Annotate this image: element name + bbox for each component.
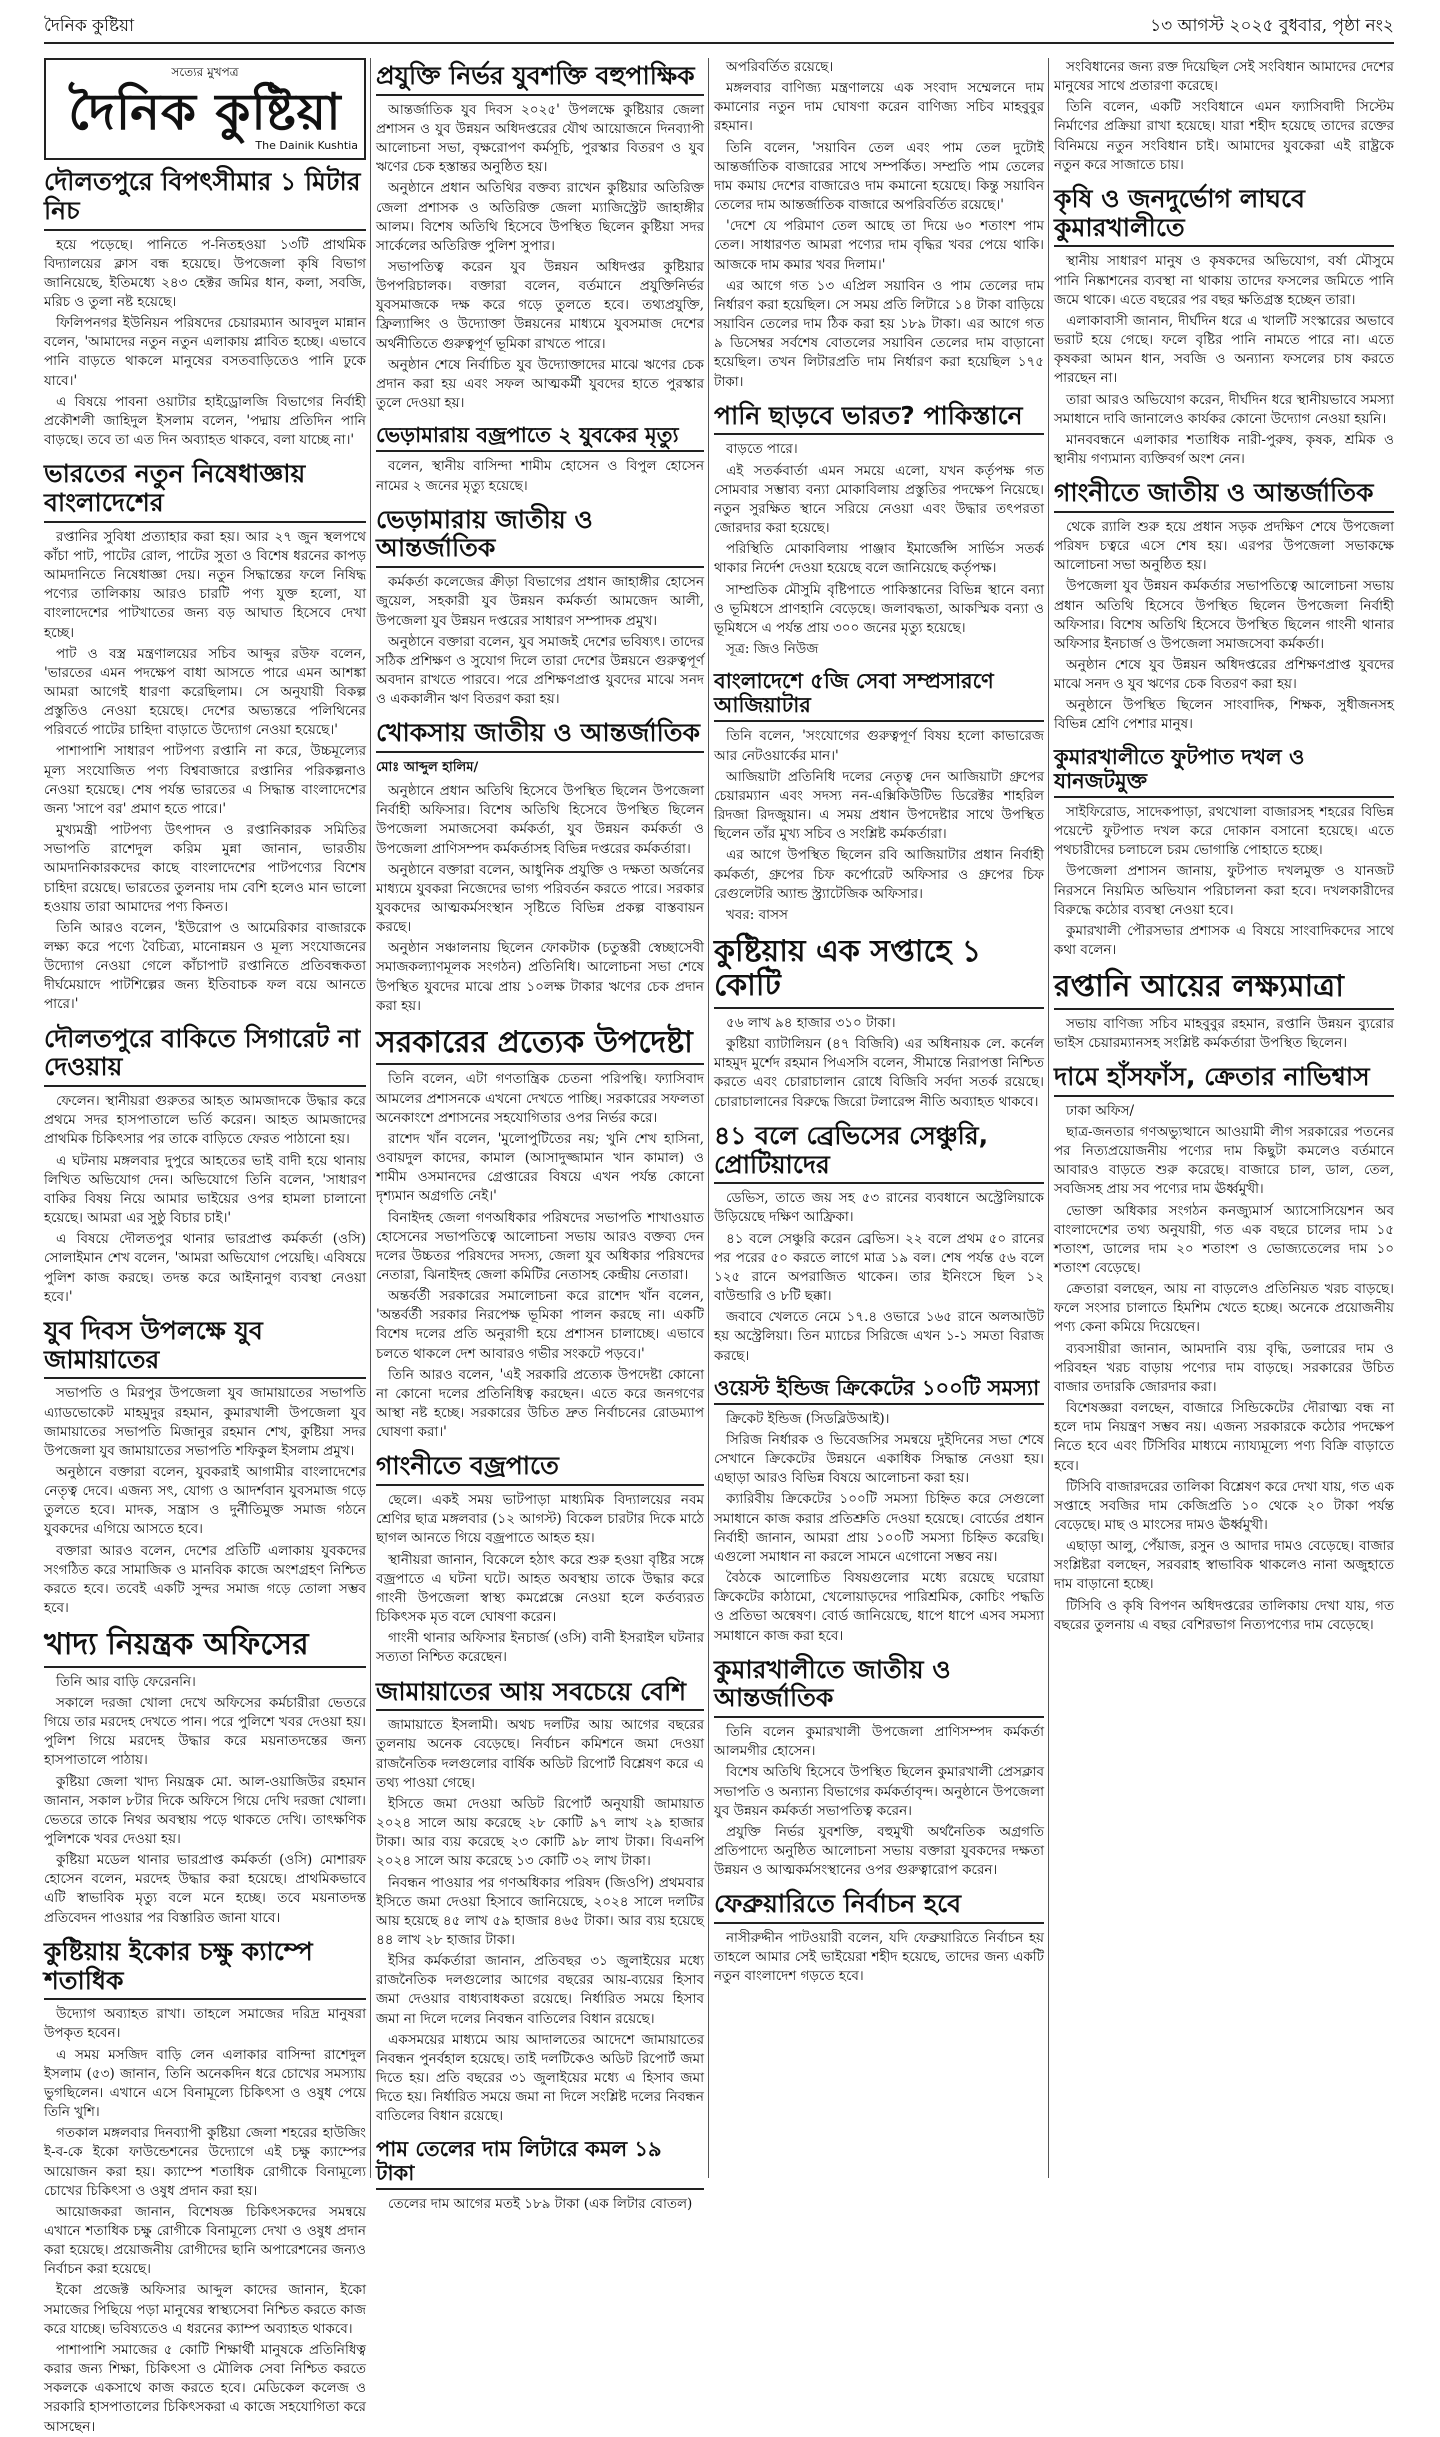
story-paragraph: অনুষ্ঠান শেষে নির্বাচিত যুব উদ্যোক্তাদের মাঝে ঋণের চেক প্রদান করা হয় এবং সফল আত্মকর্মী যুবদের হাতে পুরস্কার তুলে দেওয়া হয়। bbox=[376, 356, 704, 412]
logo-tagline: সত্যের মুখপত্র bbox=[171, 65, 239, 79]
story-paragraph: তিনি বলেন কুমারখালী উপজেলা প্রাণিসম্পদ কর্মকর্তা আলমগীর হোসেন। bbox=[714, 1724, 1044, 1760]
story-paragraph: পাট ও বস্ত্র মন্ত্রণালয়ের সচিব আব্দুর রউফ বলেন, 'ভারতের এমন পদক্ষেপ বাধা আসতে পারে এমন আশঙ্কা আমরা আগেই ধারণা করেছিলাম। সে অনুযায়ী বিকল্প প্রস্তুতিও নেওয়া হয়েছে। দেশের অভ্যন্তরে পলিথিনের পরিবর্তে পাটের চাহিদা বাড়াতে উদ্যোগ নেওয়া হয়েছে।' bbox=[44, 645, 366, 739]
story-body bbox=[714, 440, 1044, 659]
story-paragraph: উপজেলা প্রশাসন জানায়, ফুটপাত দখলমুক্ত ও যানজট নিরসনে নিয়মিত অভিযান পরিচালনা করা হবে। দখলকারীদের বিরুদ্ধে কঠোর ব্যবস্থা নেওয়া হবে। bbox=[1054, 863, 1394, 918]
news-story bbox=[376, 62, 704, 413]
story-paragraph: এছাড়া আলু, পেঁয়াজ, রসুন ও আদার দামও বেড়েছে। বাজার সংশ্লিষ্টরা বলছেন, সরবরাহ স্বাভাবিক থাকলেও নানা অজুহাতে দাম বাড়ানো হচ্ছে। bbox=[1054, 1538, 1394, 1593]
story-paragraph: সভায় বাণিজ্য সচিব মাহবুবুর রহমান, রপ্তানি উন্নয়ন ব্যুরোর ভাইস চেয়ারম্যানসহ সংশ্লিষ্ট কর্মকর্তারা উপস্থিত ছিলেন। bbox=[1054, 1015, 1394, 1051]
news-story bbox=[714, 1656, 1044, 1881]
column-1 bbox=[44, 58, 366, 2435]
story-paragraph: ইসির কর্মকর্তারা জানান, প্রতিবছর ৩১ জুলাইয়ের মধ্যে রাজনৈতিক দলগুলোর আগের বছরের আয়-ব্যয়ের হিসাব জমা দেওয়ার বাধ্যবাধকতা রয়েছে। নির্ধারিত সময়ে হিসাব জমা না দিলে দলের নিবন্ধন বাতিলের বিধান রয়েছে। bbox=[376, 1953, 704, 2027]
story-headline[interactable]: পাম তেলের দাম লিটারে কমল ১৯ টাকা bbox=[376, 2137, 704, 2190]
story-paragraph: অনুষ্ঠানে বক্তারা বলেন, আধুনিক প্রযুক্তি ও দক্ষতা অর্জনের মাধ্যমে যুবকরা নিজেদের ভাগ্য পরিবর্তন করতে পারে। সরকার যুবকদের আত্মকর্মসংস্থান সৃষ্টিতে বিভিন্ন প্রকল্প বাস্তবায়ন করছে। bbox=[376, 861, 704, 936]
story-headline[interactable]: দৌলতপুরে বিপৎসীমার ১ মিটার নিচ bbox=[44, 168, 366, 231]
story-paragraph: রাশেদ খাঁন বলেন, 'মুলোপুটিতের নয়; খুনি শেখ হাসিনা, ওবায়দুল কাদের, কামাল (আসাদুজ্জামান খান কামাল) ও শামীম ওসমানদের গ্রেপ্তারের বিষয়ে এখন পর্যন্ত কোনো দৃশ্যমান অগ্রগতি নেই।' bbox=[376, 1130, 704, 1205]
story-paragraph: রপ্তানির সুবিধা প্রত্যাহার করা হয়। আর ২৭ জুন স্থলপথে কাঁচা পাট, পাটের রোল, পাটের সুতা ও বিশেষ ধরনের কাপড় আমদানিতে নিষেধাজ্ঞা দেয়। নতুন সিদ্ধান্তের ফলে নিষিদ্ধ পণ্যের তালিকায় আরও চারটি পণ্য যুক্ত হলো, যা বাংলাদেশের পাটখাতের জন্য বড় আঘাত হিসেবে দেখা হচ্ছে। bbox=[44, 528, 366, 641]
story-body bbox=[1054, 252, 1394, 469]
story-paragraph: বৈঠকে আলোচিত বিষয়গুলোর মধ্যে রয়েছে ঘরোয়া ক্রিকেটের কাঠামো, খেলোয়াড়দের পারিশ্রমিক, কোচিং পদ্ধতি ও প্রতিভা অন্বেষণ। বোর্ড জানিয়েছে, ধাপে ধাপে এসব সমস্যা সমাধানে কাজ করা হবে। bbox=[714, 1570, 1044, 1644]
story-paragraph: আজিয়াটা প্রতিনিধি দলের নেতৃত্ব দেন আজিয়াটা গ্রুপের চেয়ারম্যান এবং সদস্য নন-এক্সিকিউটিভ ডিরেক্টর শাহরিল রিদজা রিদজুয়ান। এ সময় প্রধান উপদেষ্টার সাথে উপস্থিত ছিলেন তাঁর মুখ্য সচিব ও সংশ্লিষ্ট কর্মকর্তারা। bbox=[714, 768, 1044, 843]
story-paragraph: অনুষ্ঠানে উপস্থিত ছিলেন সাংবাদিক, শিক্ষক, সুধীজনসহ বিভিন্ন শ্রেণি পেশার মানুষ। bbox=[1054, 697, 1394, 733]
news-story bbox=[714, 1890, 1044, 1986]
story-headline[interactable]: খাদ্য নিয়ন্ত্রক অফিসের bbox=[44, 1628, 366, 1668]
news-story bbox=[44, 1628, 366, 1928]
story-paragraph: এ বিষয়ে পাবনা ওয়াটার হাইড্রোলজি বিভাগের নির্বাহী প্রকৌশলী জাহিদুল ইসলাম বলেন, 'পদ্মায় প্রতিদিন পানি বাড়ছে। তবে তা এত দিন অব্যাহত থাকবে, বলা যাচ্ছে না।' bbox=[44, 393, 366, 449]
story-paragraph: একসময়ের মাধ্যমে আয় আদালতের আদেশে জামায়াতের নিবন্ধন পুনর্বহাল হয়েছে। তাই দলটিকেও অডিট রিপোর্ট জমা দিতে হয়। প্রতি বছরের ৩১ জুলাইয়ের মধ্যে এ হিসাব জমা দিতে হয়। নির্ধারিত সময়ে জমা না দিলে সংশ্লিষ্ট দলের নিবন্ধন বাতিলের বিধান রয়েছে। bbox=[376, 2031, 704, 2125]
story-body bbox=[714, 1723, 1044, 1880]
story-headline[interactable]: কুষ্টিয়ায় এক সপ্তাহে ১ কোটি bbox=[714, 935, 1044, 1009]
news-story bbox=[44, 1025, 366, 1307]
story-headline[interactable]: কুষ্টিয়ায় ইকোর চক্ষু ক্যাম্পে শতাধিক bbox=[44, 1938, 366, 2001]
story-headline[interactable]: ভেড়ামারায় জাতীয় ও আন্তর্জাতিক bbox=[376, 506, 704, 569]
column-1-stories bbox=[44, 168, 366, 2437]
story-paragraph: আয়োজকরা জানান, বিশেষজ্ঞ চিকিৎসকদের সমন্বয়ে এখানে শতাধিক চক্ষু রোগীকে বিনামূল্যে দেখা ও ওষুধ প্রদান করা হয়েছে। প্রয়োজনীয় রোগীদের ছানি অপারেশনের জন্যও নির্বাচন করা হয়েছে। bbox=[44, 2203, 366, 2278]
news-story bbox=[376, 423, 704, 495]
page-header bbox=[44, 12, 1394, 44]
story-body bbox=[714, 727, 1044, 925]
story-body bbox=[44, 528, 366, 1015]
news-story bbox=[714, 935, 1044, 1112]
logo-english-name: The Dainik Kushtia bbox=[255, 139, 358, 152]
story-paragraph: আন্তর্জাতিক যুব দিবস ২০২৫' উপলক্ষে কুষ্টিয়ার জেলা প্রশাসন ও যুব উন্নয়ন অধিদপ্তরের যৌথ আয়োজনে দিনব্যাপী আলোচনা সভা, বৃক্ষরোপণ কর্মসূচি, পুরস্কার বিতরণ ও যুব ঋণের চেক হস্তান্তর অনুষ্ঠিত হয়। bbox=[376, 101, 704, 176]
story-paragraph: সংবিধানের জন্য রক্ত দিয়েছিল সেই সংবিধান আমাদের দেশের মানুষের সাথে প্রতারণা করেছে। bbox=[1054, 59, 1394, 95]
news-story bbox=[376, 719, 704, 1016]
column-2 bbox=[376, 58, 704, 2212]
story-paragraph: উদ্যোগ অব্যাহত রাখা। তাহলে সমাজের দরিদ্র মানুষরা উপকৃত হবেন। bbox=[44, 2006, 366, 2042]
story-paragraph: গতকাল মঙ্গলবার দিনব্যাপী কুষ্টিয়া জেলা শহরের হাউজিং ই-ব-কে ইকো ফাউন্ডেশনের উদ্যোগে এই চক্ষু ক্যাম্পের আয়োজন করা হয়। ক্যাম্পে শতাধিক রোগীকে বিনামূল্যে চোখের চিকিৎসা ও ওষুধ প্রদান করা হয়। bbox=[44, 2125, 366, 2199]
story-paragraph: অনুষ্ঠানে প্রধান অতিথির বক্তব্য রাখেন কুষ্টিয়ার অতিরিক্ত জেলা প্রশাসক ও অতিরিক্ত জেলা ম্যাজিস্ট্রেট জাহাঙ্গীর আলম। বিশেষ অতিথি হিসেবে উপস্থিত ছিলেন কুষ্টিয়া সদর সার্কেলের অতিরিক্ত পুলিশ সুপার। bbox=[376, 180, 704, 254]
story-body bbox=[376, 1716, 704, 2126]
story-paragraph: পাশাপাশি সমাজের ৫ কোটি শিক্ষার্থী মানুষকে প্রতিনিধিত্ব করার জন্য শিক্ষা, চিকিৎসা ও মৌলিক সেবা নিশ্চিত করতে সকলকে একসাথে কাজ করতে হবে। মেডিকেল কলেজ ও সরকারি হাসপাতালের চিকিৎসকরা এ কাজে সহযোগিতা করে আসছেন। bbox=[44, 2341, 366, 2435]
story-paragraph: অপরিবর্তিত রয়েছে। bbox=[726, 59, 834, 75]
story-paragraph: জামায়াতে ইসলামী। অথচ দলটির আয় আগের বছরের তুলনায় অনেক বেড়েছে। নির্বাচন কমিশনে জমা দেওয়া রাজনৈতিক দলগুলোর বার্ষিক অডিট রিপোর্ট বিশ্লেষণ করে এ তথ্য পাওয়া গেছে। bbox=[376, 1717, 704, 1791]
news-story bbox=[1054, 1063, 1394, 1635]
story-body bbox=[376, 573, 704, 709]
story-headline[interactable]: জামায়াতের আয় সবচেয়ে বেশি bbox=[376, 1678, 704, 1712]
story-paragraph: টিসিবি ও কৃষি বিপণন অধিদপ্তরের তালিকায় দেখা যায়, গত বছরের তুলনায় এ বছর বেশিরভাগ নিত্যপণ্যের দাম বেড়েছে। bbox=[1054, 1597, 1394, 1633]
story-paragraph: বিনাইদহ জেলা গণঅধিকার পরিষদের সভাপতি শাখাওয়াত হোসেনের সভাপতিত্বে আলোচনা সভায় আরও বক্তব্য দেন দলের উচ্চতর পরিষদের সদস্য, জেলা যুব অধিকার পরিষদের নেতারা, ঝিনাইদহ জেলা কমিটির নেতাসহ কেন্দ্রীয় নেতারা। bbox=[376, 1209, 704, 1283]
story-headline[interactable]: ভারতের নতুন নিষেধাজ্ঞায় বাংলাদেশের bbox=[44, 460, 366, 523]
story-body bbox=[44, 236, 366, 451]
news-story bbox=[714, 1122, 1044, 1366]
story-paragraph: সভাপতি ও মিরপুর উপজেলা যুব জামায়াতের সভাপতি এ্যাডভোকেট মাহমুদুর রহমান, কুমারখালী উপজেলা যুব জামায়াতের সভাপতি মিজানুর রহমান শেখ, কুষ্টিয়া সদর উপজেলা যুব জামায়াতের সভাপতি শফিকুল ইসলাম প্রমুখ। bbox=[44, 1385, 366, 1459]
story-body bbox=[714, 58, 1044, 392]
story-body bbox=[376, 457, 704, 495]
story-paragraph: অনুষ্ঠানে প্রধান অতিথি হিসেবে উপস্থিত ছিলেন উপজেলা নির্বাহী অফিসার। বিশেষ অতিথি হিসেবে উপস্থিত ছিলেন উপজেলা সমাজসেবা কর্মকর্তা, যুব উন্নয়ন কর্মকর্তা ও উপজেলা প্রাণিসম্পদ কর্মকর্তাসহ বিভিন্ন দপ্তরের কর্মকর্তারা। bbox=[376, 783, 704, 857]
story-paragraph: বক্তারা আরও বলেন, দেশের প্রতিটি এলাকায় যুবকদের সংগঠিত করে সামাজিক ও মানবিক কাজে অংশগ্রহণ নিশ্চিত করতে হবে। তবেই একটি সুন্দর সমাজ গড়ে তোলা সম্ভব হবে। bbox=[44, 1542, 366, 1617]
story-headline[interactable]: খোকসায় জাতীয় ও আন্তর্জাতিক bbox=[376, 719, 704, 753]
story-body bbox=[44, 1673, 366, 1928]
story-paragraph: প্রযুক্তি নির্ভর যুবশক্তি, বহুমুখী অর্থনৈতিক অগ্রগতি প্রতিপাদ্যে অনুষ্ঠিত আলোচনা সভায় বক্তারা যুবকদের দক্ষতা উন্নয়ন ও আত্মকর্মসংস্থানের ওপর গুরুত্বারোপ করেন। bbox=[714, 1823, 1044, 1879]
story-paragraph: ঢাকা অফিস/ bbox=[1066, 1102, 1135, 1119]
story-paragraph: ইসিতে জমা দেওয়া অডিট রিপোর্ট অনুযায়ী জামায়াত ২০২৪ সালে আয় করেছে ২৮ কোটি ৯৭ লাখ ২৯ হাজার টাকা। আর ব্যয় করেছে ২৩ কোটি ৯৮ লাখ টাকা। বিএনপি ২০২৪ সালে আয় করেছে ১৩ কোটি ৩২ লাখ টাকা। bbox=[376, 1795, 704, 1870]
story-headline[interactable]: দৌলতপুরে বাকিতে সিগারেট না দেওয়ায় bbox=[44, 1025, 366, 1088]
news-story bbox=[44, 460, 366, 1014]
story-body bbox=[714, 1189, 1044, 1365]
story-paragraph: তিনি বলেন, এটা গণতান্ত্রিক চেতনা পরিপন্থি। ফ্যাসিবাদ আমলের প্রশাসনকে এখনো দেখতে পাচ্ছি। সরকারের সফলতা অনেকাংশে প্রশাসনের সহযোগিতার ওপর নির্ভর করে। bbox=[376, 1071, 704, 1126]
story-paragraph: সাইফিরোড, সাদেকপাড়া, রথখোলা বাজারসহ শহরের বিভিন্ন পয়েন্টে ফুটপাত দখল করে দোকান বসানো হয়েছে। এতে পথচারীদের চলাচলে চরম ভোগান্তি পোহাতে হচ্ছে। bbox=[1054, 803, 1394, 859]
news-story bbox=[1054, 185, 1394, 469]
story-paragraph: ক্যারিবীয় ক্রিকেটের ১০০টি সমস্যা চিহ্নিত করে সেগুলো সমাধানে কাজ করার প্রতিশ্রুতি দেওয়া হয়েছে। বোর্ডের প্রধান নির্বাহী জানান, আমরা প্রায় ১০০টি সমস্যা চিহ্নিত করেছি। এগুলো সমাধান না করলে সামনে এগোনো সম্ভব নয়। bbox=[714, 1491, 1044, 1565]
story-body bbox=[1054, 518, 1394, 735]
news-story bbox=[1054, 745, 1394, 961]
story-body bbox=[376, 1491, 704, 1667]
story-body bbox=[44, 1384, 366, 1618]
column-4-stories bbox=[1054, 58, 1394, 1635]
news-story bbox=[376, 1452, 704, 1667]
story-paragraph: তিনি বলেন, 'সয়াবিন তেল এবং পাম তেল দুটোই আন্তর্জাতিক বাজারের সাথে সম্পর্কিত। সম্প্রতি পাম তেলের দাম কমায় দেশের বাজারেও দাম কমানো হয়েছে। কিন্তু সয়াবিন তেলের দাম আন্তর্জাতিক বাজারে অপরিবর্তিত রয়েছে।' bbox=[714, 139, 1044, 214]
story-paragraph: নিবন্ধন পাওয়ার পর গণঅধিকার পরিষদ (জিওপি) প্রথমবার ইসিতে জমা দেওয়া হিসাবে জানিয়েছে, ২০২৪ সালে দলটির আয় হয়েছে ৪৫ লাখ ৫৯ হাজার ৪৬৫ টাকা। আর ব্যয় হয়েছে ৪৪ লাখ ২৮ হাজার টাকা। bbox=[376, 1874, 704, 1949]
story-paragraph: ছাত্র-জনতার গণঅভ্যুত্থানে আওয়ামী লীগ সরকারের পতনের পর নিত্যপ্রয়োজনীয় পণ্যের দাম কিছুটা কমলেও বর্তমানে আবারও বাড়তে শুরু করেছে। বাজারে চাল, ডাল, তেল, সবজিসহ প্রায় সব পণ্যের দাম ঊর্ধ্বমুখী। bbox=[1054, 1123, 1394, 1198]
story-paragraph: ভোক্তা অধিকার সংগঠন কনজ্যুমার্স অ্যাসোসিয়েশন অব বাংলাদেশের তথ্য অনুযায়ী, গত এক বছরে চালের দাম ১৫ শতাংশ, ডালের দাম ২০ শতাংশ ও ভোজ্যতেলের দাম ১০ শতাংশ বেড়েছে। bbox=[1054, 1202, 1394, 1276]
story-paragraph: জবাবে খেলতে নেমে ১৭.৪ ওভারে ১৬৫ রানে অলআউট হয় অস্ট্রেলিয়া। তিন ম্যাচের সিরিজে এখন ১-১ সমতা বিরাজ করছে। bbox=[714, 1309, 1044, 1364]
story-paragraph: স্থানীয়রা জানান, বিকেলে হঠাৎ করে শুরু হওয়া বৃষ্টির সঙ্গে বজ্রপাতে এ ঘটনা ঘটে। আহত অবস্থায় তাকে উদ্ধার করে গাংনী উপজেলা স্বাস্থ্য কমপ্লেক্সে নেওয়া হলে কর্তব্যরত চিকিৎসক মৃত বলে ঘোষণা করেন। bbox=[376, 1551, 704, 1626]
news-story bbox=[376, 1678, 704, 2127]
story-headline[interactable]: কুমারখালীতে ফুটপাত দখল ও যানজটমুক্ত bbox=[1054, 745, 1394, 798]
column-2-stories bbox=[376, 62, 704, 2214]
news-story bbox=[714, 669, 1044, 925]
column-divider bbox=[370, 58, 371, 2178]
story-paragraph: সূত্র: জিও নিউজ bbox=[726, 640, 819, 657]
story-paragraph: ৫৬ লাখ ৯৪ হাজার ৩১০ টাকা। bbox=[726, 1014, 896, 1031]
story-paragraph: উপজেলা যুব উন্নয়ন কর্মকর্তার সভাপতিত্বে আলোচনা সভায় প্রধান অতিথি হিসেবে উপস্থিত ছিলেন উপজেলা নির্বাহী অফিসার। বিশেষ অতিথি হিসেবে উপস্থিত ছিলেন গাংনী থানার অফিসার ইনচার্জ ও উপজেলা সমাজসেবা কর্মকর্তা। bbox=[1054, 578, 1394, 652]
story-body bbox=[714, 1410, 1044, 1646]
column-3-stories bbox=[714, 58, 1044, 1987]
story-paragraph: বিশেষজ্ঞরা বলছেন, বাজারে সিন্ডিকেটের দৌরাত্ম্য বন্ধ না হলে দাম নিয়ন্ত্রণ সম্ভব নয়। এজন্য সরকারকে কঠোর পদক্ষেপ নিতে হবে এবং টিসিবির মাধ্যমে ন্যায্যমূল্যে পণ্য বিক্রি বাড়াতে হবে। bbox=[1054, 1400, 1394, 1474]
story-paragraph: এই সতর্কবার্তা এমন সময়ে এলো, যখন কর্তৃপক্ষ গত সোমবার সম্ভাব্য বন্যা মোকাবিলায় প্রস্তুতির পদক্ষেপ নিয়েছে। নতুন সুরক্ষিত স্থানে সরিয়ে নেওয়া এবং উদ্ধার তৎপরতা জোরদার করা হয়েছে। bbox=[714, 462, 1044, 537]
column-3 bbox=[714, 58, 1044, 2178]
story-paragraph: ডেভিস, তাতে জয় সহ ৫৩ রানের ব্যবধানে অস্ট্রেলিয়াকে উড়িয়েছে দক্ষিণ আফ্রিকা। bbox=[714, 1190, 1044, 1226]
logo-name: দৈনিক কুষ্টিয়া bbox=[68, 82, 342, 141]
story-body bbox=[1054, 803, 1394, 960]
news-story bbox=[376, 1026, 704, 1442]
story-headline[interactable]: সরকারের প্রত্যেক উপদেষ্টা bbox=[376, 1026, 704, 1066]
story-paragraph: ইকো প্রজেক্ট অফিসার আব্দুল কাদের জানান, ইকো সমাজের পিছিয়ে পড়া মানুষের স্বাস্থ্যসেবা নিশ্চিত করতে কাজ করে যাচ্ছে। ভবিষ্যতেও এ ধরনের ক্যাম্প অব্যাহত থাকবে। bbox=[44, 2282, 366, 2337]
news-story bbox=[1054, 58, 1394, 175]
news-story bbox=[714, 402, 1044, 659]
story-paragraph: অনুষ্ঠান সঞ্চালনায় ছিলেন ফোকটাক (চতুস্তরী স্বেচ্ছাসেবী সমাজকল্যাণমূলক সংগঠন) প্রতিনিধি। আলোচনা সভা শেষে উপস্থিত যুবদের মাঝে প্রায় ১০লক্ষ টাকার ঋণের চেক প্রদান করা হয়। bbox=[376, 940, 704, 1014]
story-paragraph: সভাপতিত্ব করেন যুব উন্নয়ন অধিদপ্তর কুষ্টিয়ার উপপরিচালক। বক্তারা বলেন, বর্তমানে প্রযুক্তিনির্ভর যুবসমাজকে দক্ষ করে গড়ে তুলতে হবে। তথ্যপ্রযুক্তি, ফ্রিল্যান্সিং ও উদ্যোক্তা উন্নয়নের মাধ্যমে যুবসমাজ দেশের অর্থনীতিতে গুরুত্বপূর্ণ ভূমিকা রাখতে পারে। bbox=[376, 259, 704, 352]
story-body bbox=[714, 1929, 1044, 1986]
story-body bbox=[1054, 58, 1394, 175]
story-headline[interactable]: পানি ছাড়বে ভারত? পাকিস্তানে bbox=[714, 402, 1044, 436]
story-paragraph: তিনি আরও বলেন, 'এই সরকারি প্রত্যেক উপদেষ্টা কোনো না কোনো দলের প্রতিনিধিত্ব করছেন। এতে করে জনগণের আস্থা নষ্ট হচ্ছে। সরকারের উচিত দ্রুত নির্বাচনের রোডম্যাপ ঘোষণা করা।' bbox=[376, 1366, 704, 1441]
story-paragraph: ক্রেতারা বলছেন, আয় না বাড়লেও প্রতিনিয়ত খরচ বাড়ছে। ফলে সংসার চালাতে হিমশিম খেতে হচ্ছে। অনেকে প্রয়োজনীয় পণ্য কেনা কমিয়ে দিয়েছেন। bbox=[1054, 1281, 1394, 1336]
story-paragraph: পরিস্থিতি মোকাবিলায় পাঞ্জাব ইমার্জেন্সি সার্ভিস সতর্ক থাকার নির্দেশ দেওয়া হয়েছে বলে জানিয়েছে কর্তৃপক্ষ। bbox=[714, 541, 1044, 577]
column-4 bbox=[1054, 58, 1394, 2178]
story-paragraph: থেকে র‍্যালি শুরু হয়ে প্রধান সড়ক প্রদক্ষিণ শেষে উপজেলা পরিষদ চত্বরে এসে শেষ হয়। এরপর উপজেলা সভাকক্ষে আলোচনা সভা অনুষ্ঠিত হয়। bbox=[1054, 518, 1394, 574]
story-body bbox=[714, 1014, 1044, 1112]
story-paragraph: সকালে দরজা খোলা দেখে অফিসের কর্মচারীরা ভেতরে গিয়ে তার মরদেহ দেখতে পান। পরে পুলিশে খবর দেওয়া হয়। পুলিশ গিয়ে মরদেহ উদ্ধার করে ময়নাতদন্তের জন্য হাসপাতালে পাঠায়। bbox=[44, 1694, 366, 1769]
story-paragraph: এর আগে গত ১৩ এপ্রিল সয়াবিন ও পাম তেলের দাম নির্ধারণ করা হয়েছিল। সে সময় প্রতি লিটারে ১৪ টাকা বাড়িয়ে সয়াবিন তেলের দাম ঠিক করা হয় ১৮৯ টাকা। এর আগে গত ৯ ডিসেম্বর সর্বশেষ বোতলের সয়াবিন তেলের দাম বাড়ানো হয়েছিল। তখন লিটারপ্রতি দাম নির্ধারণ করা হয়েছিল ১৭৫ টাকা। bbox=[714, 277, 1044, 390]
story-headline[interactable]: ফেব্রুয়ারিতে নির্বাচন হবে bbox=[714, 1890, 1044, 1924]
story-paragraph: সিরিজ নির্ধারক ও ভিবেজসির সমন্বয়ে দুইদিনের সভা শেষে সেখানে ক্রিকেটের উন্নয়নে একাধিক সিদ্ধান্ত নেওয়া হয়। এছাড়া আরও বিভিন্ন বিষয়ে আলোচনা করা হয়। bbox=[714, 1431, 1044, 1487]
news-story bbox=[44, 1938, 366, 2437]
story-paragraph: কুষ্টিয়া জেলা খাদ্য নিয়ন্ত্রক মো. আল-ওয়াজিউর রহমান জানান, সকাল ৮টার দিকে অফিসে গিয়ে দেখি দরজা খোলা। ভেতরে তাকে নিথর অবস্থায় পড়ে থাকতে দেখি। তাৎক্ষণিক পুলিশকে খবর দেওয়া হয়। bbox=[44, 1773, 366, 1847]
news-story bbox=[376, 2137, 704, 2214]
story-paragraph: তেলের দাম আগের মতই ১৮৯ টাকা (এক লিটার বোতল) bbox=[388, 2195, 693, 2212]
story-paragraph: তিনি বলেন, একটি সংবিধানে এমন ফ্যাসিবাদী সিস্টেম নির্মাণের প্রক্রিয়া রাখা হয়েছে। যারা শহীদ হয়েছে তাদের রক্তের বিনিময়ে নতুন সংবিধান চাই। আমাদের যুবকেরা এই রাষ্ট্রকে নতুন করে সাজাতে চায়। bbox=[1054, 99, 1394, 173]
story-paragraph: পাশাপাশি সাধারণ পাটপণ্য রপ্তানি না করে, উচ্চমূল্যের মূল্য সংযোজিত পণ্য বিশ্ববাজারে রপ্তানির পরিকল্পনাও নেওয়া হয়েছে। শেষ পর্যন্ত ভারতের এ সিদ্ধান্ত বাংলাদেশের জন্য 'সাপে বর' প্রমাণ হতে পারে।' bbox=[44, 743, 366, 817]
header-paper-name: দৈনিক কুষ্টিয়া bbox=[44, 16, 135, 36]
story-paragraph: ৪১ বলে সেঞ্চুরি করেন ব্রেভিস। ২২ বলে প্রথম ৫০ রানের পর পরের ৫০ করতে লাগে মাত্র ১৯ বল। শেষ পর্যন্ত ৫৬ বলে ১২৫ রানে অপরাজিত থাকেন। তার ইনিংসে ছিল ১২ বাউন্ডারি ও ৮টি ছক্কা। bbox=[714, 1230, 1044, 1305]
column-divider bbox=[708, 58, 709, 2178]
story-body bbox=[376, 2195, 704, 2214]
story-paragraph: অনুষ্ঠানে বক্তারা বলেন, যুব সমাজই দেশের ভবিষ্যৎ। তাদের সঠিক প্রশিক্ষণ ও সুযোগ দিলে তারা দেশের উন্নয়নে গুরুত্বপূর্ণ অবদান রাখতে পারবে। পরে প্রশিক্ষণপ্রাপ্ত যুবদের মাঝে সনদ ও এককালীন ঋণ বিতরণ করা হয়। bbox=[376, 633, 704, 708]
story-headline[interactable]: ওয়েস্ট ইন্ডিজ ক্রিকেটের ১০০টি সমস্যা bbox=[714, 1376, 1044, 1405]
story-paragraph: এ সময় মসজিদ বাড়ি লেন এলাকার বাসিন্দা রাশেদুল ইসলাম (৫৩) জানান, তিনি অনেকদিন ধরে চোখের সমস্যায় ভুগছিলেন। এখানে এসে বিনামূল্যে চিকিৎসা ও ওষুধ পেয়ে তিনি খুশি। bbox=[44, 2046, 366, 2121]
story-paragraph: কর্মকর্তা কলেজের ক্রীড়া বিভাগের প্রধান জাহাঙ্গীর হোসেন জুয়েল, সহকারী যুব উন্নয়ন কর্মকর্তা আমজেদ আলী, উপজেলা যুব উন্নয়ন দপ্তরের সাধারণ সম্পাদক প্রমুখ। bbox=[376, 574, 704, 629]
story-headline[interactable]: প্রযুক্তি নির্ভর যুবশক্তি বহুপাক্ষিক bbox=[376, 62, 704, 96]
story-paragraph: কুমারখালী পৌরসভার প্রশাসক এ বিষয়ে সাংবাদিকদের সাথে কথা বলেন। bbox=[1054, 922, 1394, 958]
story-headline[interactable]: বাংলাদেশে ৫জি সেবা সম্প্রসারণে আজিয়াটার bbox=[714, 669, 1044, 722]
story-paragraph: কুষ্টিয়া ব্যাটালিয়ন (৪৭ বিজিবি) এর অধিনায়ক লে. কর্নেল মাহমুদ মুর্শেদ রহমান পিএসসি বলেন, সীমান্তে নিরাপত্তা নিশ্চিত করতে এবং চোরাচালান রোধে বিজিবি সর্বদা সতর্ক রয়েছে। চোরাচালানের বিরুদ্ধে জিরো টলারেন্স নীতি অব্যাহত থাকবে। bbox=[714, 1036, 1044, 1110]
story-byline: মোঃ আব্দুল হালিম/ bbox=[376, 760, 479, 776]
story-paragraph: ক্রিকেট ইন্ডিজ (সিডব্লিউআই)। bbox=[726, 1410, 890, 1427]
story-headline[interactable]: কৃষি ও জনদুর্ভোগ লাঘবে কুমারখালীতে bbox=[1054, 185, 1394, 248]
story-paragraph: বাড়তে পারে। bbox=[726, 441, 798, 458]
news-story bbox=[714, 58, 1044, 392]
story-paragraph: খবর: বাসস bbox=[726, 906, 788, 923]
story-paragraph: তিনি বলেন, 'সংযোগের গুরুত্বপূর্ণ বিষয় হলো কাভারেজ আর নেটওয়ার্কের মান।' bbox=[714, 728, 1044, 764]
news-story bbox=[714, 1376, 1044, 1646]
story-body bbox=[44, 1092, 366, 1307]
story-paragraph: অনুষ্ঠান শেষে যুব উন্নয়ন অধিদপ্তরের প্রশিক্ষণপ্রাপ্ত যুবদের মাঝে সনদ ও যুব ঋণের চেক বিতরণ করা হয়। bbox=[1054, 657, 1394, 693]
story-paragraph: 'দেশে যে পরিমাণ তেল আছে তা দিয়ে ৬০ শতাংশ পাম তেল। সাধারণত আমরা পণ্যের দাম বৃদ্ধির খবর পেয়ে থাকি। আজকে দাম কমার খবর দিলাম।' bbox=[714, 218, 1044, 273]
news-story bbox=[44, 168, 366, 450]
story-headline[interactable]: ৪১ বলে ব্রেভিসের সেঞ্চুরি, প্রোটিয়াদের bbox=[714, 1122, 1044, 1185]
story-headline[interactable]: ভেড়ামারায় বজ্রপাতে ২ যুবকের মৃত্যু bbox=[376, 423, 704, 452]
story-paragraph: ফেলেন। স্থানীয়রা গুরুতর আহত আমজাদকে উদ্ধার করে প্রথমে সদর হাসপাতালে ভর্তি করেন। আহত আমজাদের প্রাথমিক চিকিৎসার পর তাকে বাড়িতে ফেরত পাঠানো হয়। bbox=[44, 1093, 366, 1148]
story-paragraph: অনুষ্ঠানে বক্তারা বলেন, যুবকরাই আগামীর বাংলাদেশের নেতৃত্ব দেবে। এজন্য সৎ, যোগ্য ও আদর্শবান যুবসমাজ গড়ে তুলতে হবে। মাদক, সন্ত্রাস ও দুর্নীতিমুক্ত সমাজ গঠনে যুবকদের এগিয়ে আসতে হবে। bbox=[44, 1463, 366, 1538]
header-date-info: ১৩ আগস্ট ২০২৫ বুধবার, পৃষ্ঠা নং২ bbox=[1150, 16, 1394, 36]
story-body bbox=[376, 101, 704, 414]
story-body bbox=[1054, 1015, 1394, 1053]
story-paragraph: গাংনী থানার অফিসার ইনচার্জ (ওসি) বানী ইসরাইল ঘটনার সত্যতা নিশ্চিত করেছেন। bbox=[376, 1630, 704, 1666]
story-headline[interactable]: রপ্তানি আয়ের লক্ষ্যমাত্রা bbox=[1054, 970, 1394, 1010]
news-story bbox=[1054, 970, 1394, 1053]
news-story bbox=[44, 1317, 366, 1618]
news-story bbox=[1054, 479, 1394, 734]
story-paragraph: এলাকাবাসী জানান, দীর্ঘদিন ধরে এ খালটি সংস্কারের অভাবে ভরাট হয়ে গেছে। ফলে বৃষ্টির পানি নামতে পারে না। এতে কৃষকরা আমন ধান, সবজি ও অন্যান্য ফসলের চাষ করতে পারছেন না। bbox=[1054, 312, 1394, 387]
story-headline[interactable]: গাংনীতে বজ্রপাতে bbox=[376, 1452, 704, 1486]
news-story bbox=[376, 506, 704, 710]
story-paragraph: তারা আরও অভিযোগ করেন, দীর্ঘদিন ধরে স্থানীয়ভাবে সমস্যা সমাধানে দাবি জানালেও কার্যকর কোনো উদ্যোগ নেওয়া হয়নি। bbox=[1054, 391, 1394, 427]
story-paragraph: তিনি আরও বলেন, 'ইউরোপ ও আমেরিকার বাজারকে লক্ষ্য করে পণ্যে বৈচিত্র্য, মানোন্নয়ন ও মূল্য সংযোজনের উদ্যোগ নেওয়া গেলে কাঁচাপাট রপ্তানিতে প্রতিবন্ধকতা দীর্ঘমেয়াদে পাটশিল্পের জন্য ইতিবাচক ফল বয়ে আনতে পারে।' bbox=[44, 919, 366, 1013]
story-paragraph: টিসিবি বাজারদরের তালিকা বিশ্লেষণ করে দেখা যায়, গত এক সপ্তাহে সবজির দাম কেজিপ্রতি ১০ থেকে ২০ টাকা পর্যন্ত বেড়েছে। মাছ ও মাংসের দামও ঊর্ধ্বমুখী। bbox=[1054, 1478, 1394, 1533]
story-headline[interactable]: গাংনীতে জাতীয় ও আন্তর্জাতিক bbox=[1054, 479, 1394, 513]
story-body bbox=[376, 1070, 704, 1442]
newspaper-logo bbox=[44, 58, 366, 160]
story-paragraph: তিনি আর বাড়ি ফেরেননি। bbox=[56, 1673, 196, 1690]
story-paragraph: এ ঘটনায় মঙ্গলবার দুপুরে আহতের ভাই বাদী হয়ে থানায় লিখিত অভিযোগ দেন। অভিযোগে তিনি বলেন, 'সাধারণ বাকির বিষয় নিয়ে আমার ভাইয়ের ওপর হামলা চালানো হয়েছে। আমরা এর সুষ্ঠু বিচার চাই।' bbox=[44, 1152, 366, 1227]
story-headline[interactable]: কুমারখালীতে জাতীয় ও আন্তর্জাতিক bbox=[714, 1656, 1044, 1719]
story-paragraph: এর আগে উপস্থিত ছিলেন রবি আজিয়াটার প্রধান নির্বাহী কর্মকর্তা, গ্রুপের চিফ কর্পোরেট অফিসার ও গ্রুপের চিফ রেগুলেটরি অ্যান্ড স্ট্র্যাটেজিক অফিসার। bbox=[714, 847, 1044, 902]
story-paragraph: বলেন, স্থানীয় বাসিন্দা শামীম হোসেন ও বিপুল হোসেন নামের ২ জনের মৃত্যু হয়েছে। bbox=[376, 458, 704, 494]
story-body bbox=[1054, 1102, 1394, 1635]
story-paragraph: মঙ্গলবার বাণিজ্য মন্ত্রণালয়ে এক সংবাদ সম্মেলনে দাম কমানোর নতুন দাম ঘোষণা করেন বাণিজ্য সচিব মাহবুবুর রহমান। bbox=[714, 80, 1044, 135]
story-paragraph: মুখ্যমন্ত্রী পাটপণ্য উৎপাদন ও রপ্তানিকারক সমিতির সভাপতি রাশেদুল করিম মুন্না জানান, ভারতীয় আমদানিকারকদের কাছে বাংলাদেশের পাটপণ্যের বিশেষ চাহিদা রয়েছে। ভারতের তুলনায় দাম বেশি হলেও মান ভালো হওয়ায় তারা আমাদের পণ্য কিনত। bbox=[44, 822, 366, 915]
story-paragraph: সাম্প্রতিক মৌসুমি বৃষ্টিপাতে পাকিস্তানের বিভিন্ন স্থানে বন্যা ও ভূমিধসে প্রাণহানি বেড়েছে। জলাবদ্ধতা, আকস্মিক বন্যা ও ভূমিধসে এ পর্যন্ত প্রায় ৩০০ জনের মৃত্যু হয়েছে। bbox=[714, 581, 1044, 636]
story-paragraph: নাসীরুদ্দীন পাটওয়ারী বলেন, যদি ফেব্রুয়ারিতে নির্বাচন হয় তাহলে আমার সেই ভাইয়েরা শহীদ হয়েছে, তাদের জন্য একটি নতুন বাংলাদেশ গড়তে হবে। bbox=[714, 1930, 1044, 1985]
story-paragraph: স্থানীয় সাধারণ মানুষ ও কৃষকদের অভিযোগ, বর্ষা মৌসুমে পানি নিষ্কাশনের ব্যবস্থা না থাকায় তাদের ফসলের জমিতে পানি জমে থাকে। এতে বছরের পর বছর ক্ষতিগ্রস্ত হচ্ছেন তারা। bbox=[1054, 253, 1394, 308]
story-paragraph: হয়ে পড়েছে। পানিতে প-নিতহওয়া ১৩টি প্রাথমিক বিদ্যালয়ের ক্লাস বন্ধ হয়েছে। উপজেলা কৃষি বিভাগ জানিয়েছে, ইতিমধ্যে ২৪৩ হেক্টর জমির ধান, কলা, সবজি, মরিচ ও তুলা নষ্ট হয়েছে। bbox=[44, 236, 366, 310]
story-headline[interactable]: দামে হাঁসফাঁস, ক্রেতার নাভিশ্বাস bbox=[1054, 1063, 1394, 1097]
story-body bbox=[376, 782, 704, 1016]
story-paragraph: ব্যবসায়ীরা জানান, আমদানি ব্যয় বৃদ্ধি, ডলারের দাম ও পরিবহন খরচ বাড়ায় পণ্যের দাম বাড়ছে। সরকারের উচিত বাজার তদারকি জোরদার করা। bbox=[1054, 1340, 1394, 1395]
story-body bbox=[44, 2005, 366, 2436]
story-paragraph: এ বিষয়ে দৌলতপুর থানার ভারপ্রাপ্ত কর্মকর্তা (ওসি) সোলাইমান শেখ বলেন, 'আমরা অভিযোগ পেয়েছি। এবিষয়ে পুলিশ কাজ করছে। তদন্ত করে আইনানুগ ব্যবস্থা নেওয়া হবে।' bbox=[44, 1231, 366, 1305]
story-paragraph: কুষ্টিয়া মডেল থানার ভারপ্রাপ্ত কর্মকর্তা (ওসি) মোশারফ হোসেন বলেন, মরদেহ উদ্ধার করা হয়েছে। প্রাথমিকভাবে এটি স্বাভাবিক মৃত্যু বলে মনে হচ্ছে। তবে ময়নাতদন্ত প্রতিবেদন পাওয়ার পর বিস্তারিত জানা যাবে। bbox=[44, 1852, 366, 1926]
story-headline[interactable]: যুব দিবস উপলক্ষে যুব জামায়াতের bbox=[44, 1317, 366, 1380]
column-divider bbox=[1048, 58, 1049, 2178]
story-paragraph: মানববন্ধনে এলাকার শতাধিক নারী-পুরুষ, কৃষক, শ্রমিক ও স্থানীয় গণ্যমান্য ব্যক্তিবর্গ অংশ নেন। bbox=[1054, 431, 1394, 467]
story-paragraph: ফিলিপনগর ইউনিয়ন পরিষদের চেয়ারম্যান আবদুল মান্নান বলেন, 'আমাদের নতুন নতুন এলাকায় প্লাবিত হচ্ছে। এভাবে পানি বাড়তে থাকলে মানুষের বসতবাড়িতেও পানি ঢুকে যাবে।' bbox=[44, 315, 366, 389]
story-paragraph: বিশেষ অতিথি হিসেবে উপস্থিত ছিলেন কুমারখালী প্রেসক্লাব সভাপতি ও অন্যান্য বিভাগের কর্মকর্তাবৃন্দ। অনুষ্ঠানে উপজেলা যুব উন্নয়ন কর্মকর্তা সভাপতিত্ব করেন। bbox=[714, 1764, 1044, 1819]
story-paragraph: অন্তর্বর্তী সরকারের সমালোচনা করে রাশেদ খাঁন বলেন, 'অন্তর্বর্তী সরকার নিরপেক্ষ ভূমিকা পালন করছে না। একটি বিশেষ দলের প্রতি অনুরাগী হয়ে প্রশাসন চালাচ্ছে। এভাবে চলতে থাকলে দেশ আবারও গভীর সংকটে পড়বে।' bbox=[376, 1288, 704, 1362]
story-paragraph: ছেলে। একই সময় ভাটপাড়া মাধ্যমিক বিদ্যালয়ের নবম শ্রেণির ছাত্র মঙ্গলবার (১২ আগস্ট) বিকেল চারটার দিকে মাঠে ছাগল আনতে গিয়ে বজ্রপাতে আহত হয়। bbox=[376, 1492, 704, 1547]
